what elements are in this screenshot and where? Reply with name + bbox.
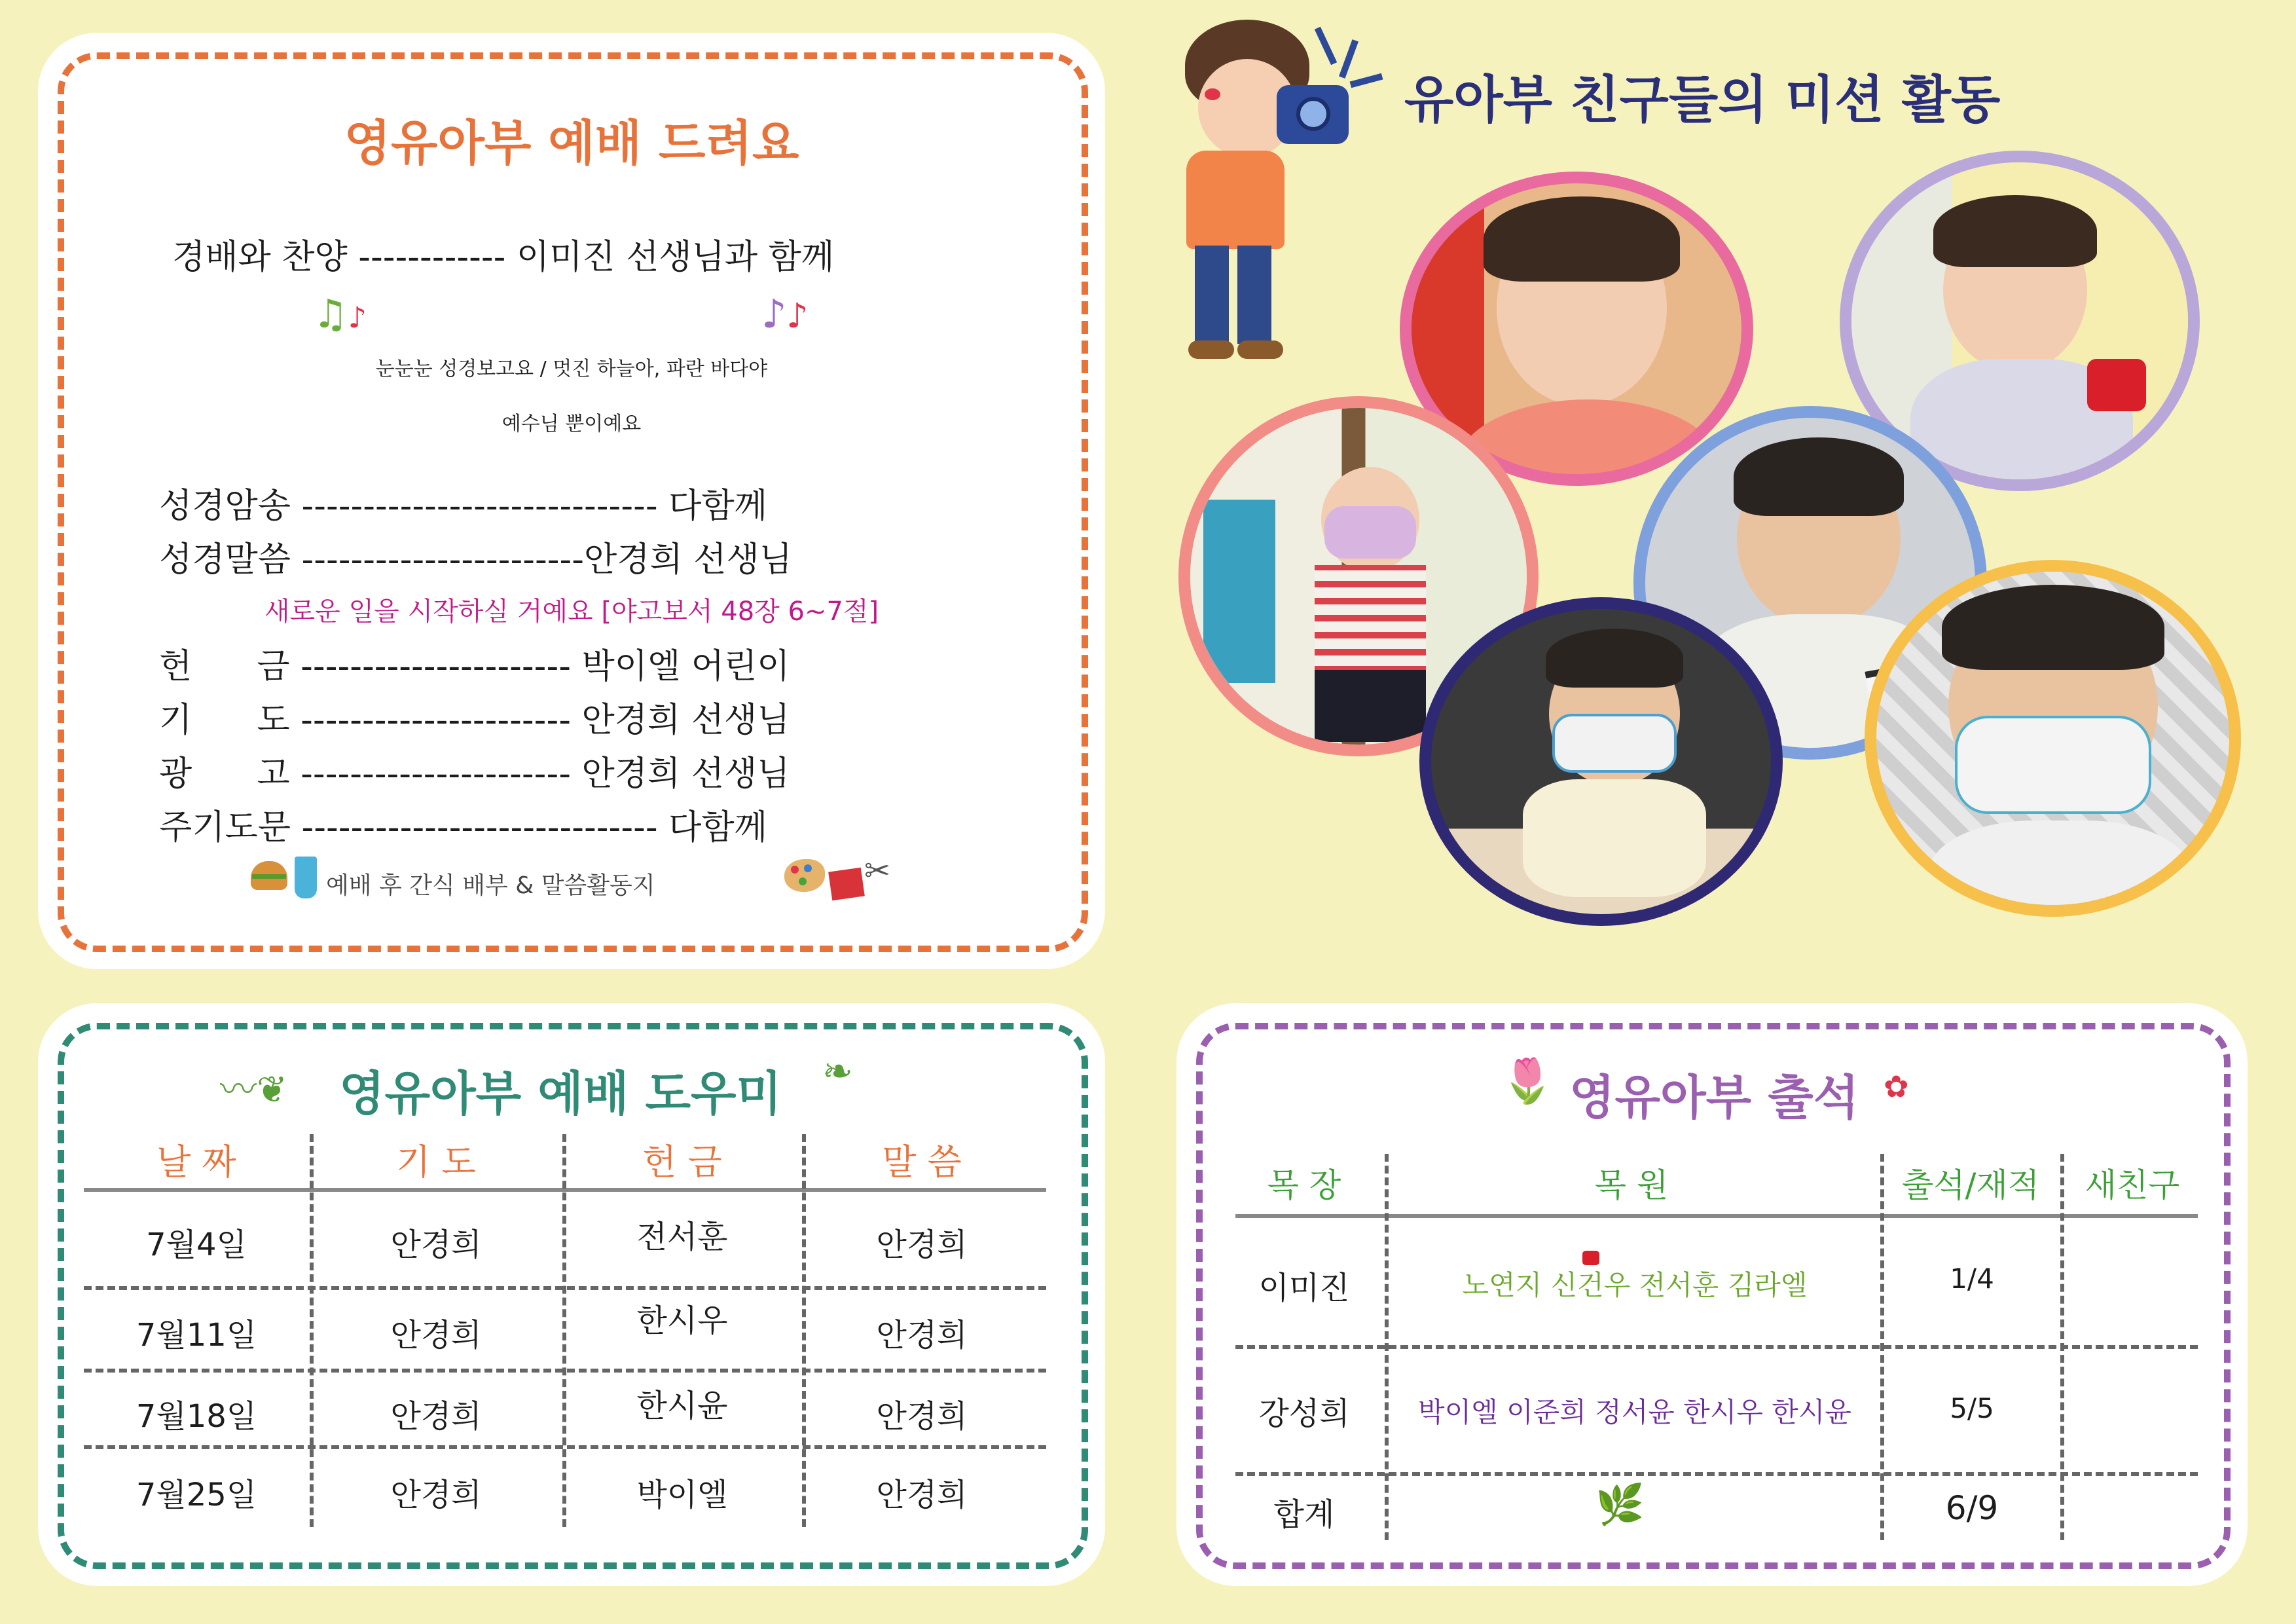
attendance-header-ratio: 출석/재적 bbox=[1901, 1166, 2040, 1204]
song-list-2: 예수님 뿐이예요 bbox=[501, 413, 642, 435]
table-cell: 안경희 bbox=[390, 1317, 482, 1354]
music-note-icon: ♪♪ bbox=[761, 291, 809, 337]
sermon-title: 새로운 일을 시작하실 거예요 [야고보서 48장 6~7절] bbox=[264, 597, 879, 627]
table-cell: 7월18일 bbox=[136, 1398, 257, 1435]
table-cell: 안경희 bbox=[390, 1398, 482, 1435]
group-members: 박이엘 이준희 정서윤 한시우 한시윤 bbox=[1418, 1396, 1851, 1428]
song-list: 눈눈눈 성경보고요 / 멋진 하늘아, 파란 바다야 bbox=[375, 358, 768, 380]
group-members: 노연지 신건우 전서훈 김라엘 bbox=[1462, 1269, 1808, 1301]
table-cell: 한시윤 bbox=[636, 1388, 728, 1424]
palette-icon bbox=[784, 859, 825, 892]
attendance-title: 영유아부 출석 bbox=[1569, 1070, 1859, 1125]
attendance-header-group: 목 장 bbox=[1267, 1166, 1341, 1204]
total-ratio: 6/9 bbox=[1945, 1489, 1999, 1527]
photographer-illustration bbox=[1172, 20, 1381, 360]
attendance-header-members: 목 원 bbox=[1594, 1166, 1669, 1204]
table-cell: 7월11일 bbox=[136, 1317, 257, 1354]
table-cell: 7월4일 bbox=[146, 1227, 247, 1263]
worship-order-card bbox=[38, 33, 1105, 969]
table-cell: 박이엘 bbox=[636, 1477, 728, 1513]
order-row-prayer: 기 도 ---------------------- 안경희 선생님 bbox=[159, 701, 790, 740]
table-cell: 안경희 bbox=[876, 1227, 968, 1263]
order-row-sermon: 성경말씀 -----------------------안경희 선생님 bbox=[159, 540, 792, 580]
order-row-memorize: 성경암송 ----------------------------- 다함께 bbox=[159, 487, 767, 526]
row-divider bbox=[84, 1369, 1046, 1373]
scissors-icon: ✂ bbox=[864, 853, 891, 889]
table-cell: 안경희 bbox=[390, 1227, 482, 1263]
helpers-header-offering: 헌 금 bbox=[642, 1141, 722, 1183]
child-photo-5 bbox=[1419, 597, 1783, 926]
drink-icon bbox=[295, 857, 317, 898]
table-cell: 안경희 bbox=[390, 1477, 482, 1513]
helpers-header-word: 말 씀 bbox=[882, 1141, 962, 1183]
attendance-header-new: 새친구 bbox=[2085, 1166, 2180, 1204]
sprout-icon: ❧ bbox=[822, 1050, 853, 1093]
child-photo-6 bbox=[1865, 560, 2241, 917]
row-divider bbox=[1235, 1472, 2198, 1476]
play-icon bbox=[1582, 1251, 1599, 1265]
plant-icon: 🌿 bbox=[1595, 1482, 1645, 1528]
helpers-title: 영유아부 예배 도우미 bbox=[339, 1066, 782, 1121]
row-divider bbox=[1235, 1345, 2198, 1349]
row-divider bbox=[84, 1445, 1046, 1449]
order-row-offering: 헌 금 ---------------------- 박이엘 어린이 bbox=[159, 647, 790, 686]
table-cell: 안경희 bbox=[876, 1398, 968, 1435]
attendance-header-rule bbox=[1235, 1214, 2198, 1218]
leaf-branch-icon: 〰❦ bbox=[220, 1069, 287, 1111]
table-cell: 전서훈 bbox=[636, 1219, 728, 1255]
praise-line: 경배와 찬양 ------------ 이미진 선생님과 함께 bbox=[172, 238, 835, 277]
helpers-header-date: 날 짜 bbox=[156, 1141, 236, 1183]
paper-icon bbox=[828, 868, 865, 901]
helpers-card bbox=[38, 1003, 1105, 1586]
after-service-note: 예배 후 간식 배부 & 말씀활동지 bbox=[326, 872, 655, 899]
order-row-lords-prayer: 주기도문 ----------------------------- 다함께 bbox=[159, 808, 767, 847]
attendance-card bbox=[1176, 1003, 2248, 1586]
worship-title: 영유아부 예배 드려요 bbox=[344, 115, 799, 172]
helpers-header-prayer: 기 도 bbox=[396, 1141, 476, 1183]
group-leader: 강성희 bbox=[1258, 1395, 1350, 1432]
tulip-icon: 🌷 bbox=[1501, 1056, 1555, 1106]
music-note-icon: ♫♪ bbox=[313, 291, 367, 337]
total-label: 합계 bbox=[1273, 1496, 1335, 1533]
row-divider bbox=[84, 1286, 1046, 1290]
table-cell: 안경희 bbox=[876, 1317, 968, 1354]
order-row-announcement: 광 고 ---------------------- 안경희 선생님 bbox=[159, 754, 790, 794]
mission-title: 유아부 친구들의 미션 활동 bbox=[1404, 71, 2001, 130]
table-cell: 7월25일 bbox=[136, 1477, 257, 1513]
group-leader: 이미진 bbox=[1258, 1270, 1350, 1306]
attendance-ratio: 5/5 bbox=[1950, 1392, 1994, 1424]
table-cell: 한시우 bbox=[636, 1302, 728, 1339]
table-cell: 안경희 bbox=[876, 1477, 968, 1513]
attendance-ratio: 1/4 bbox=[1950, 1263, 1994, 1295]
flower-icon: ✿ bbox=[1884, 1069, 1909, 1104]
burger-icon bbox=[251, 861, 287, 890]
